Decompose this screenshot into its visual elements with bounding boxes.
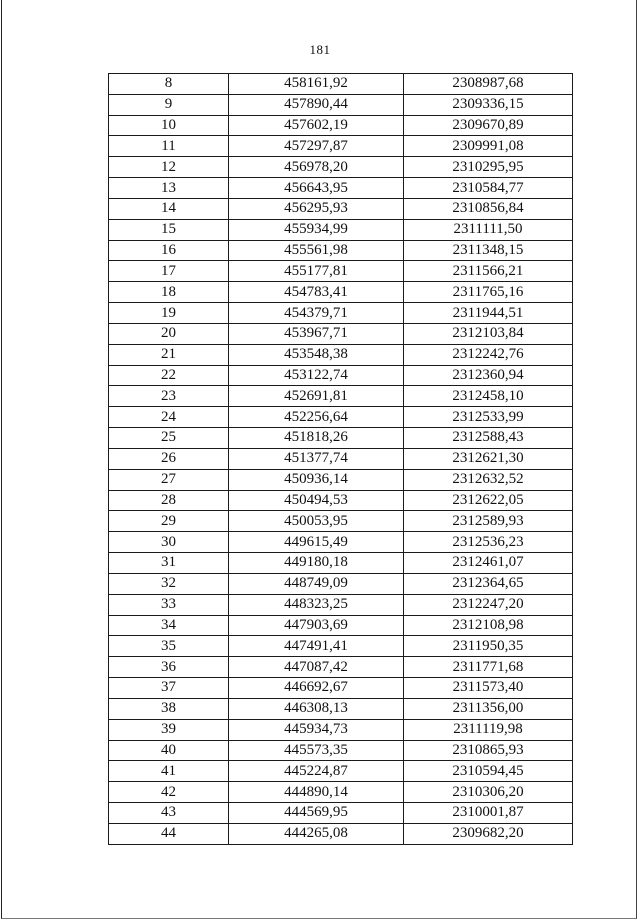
point-number-cell: 8 xyxy=(109,74,229,95)
y-coordinate-cell: 2312103,84 xyxy=(404,323,573,344)
point-number-cell: 25 xyxy=(109,428,229,449)
x-coordinate-cell: 445573,35 xyxy=(229,740,404,761)
x-coordinate-cell: 454379,71 xyxy=(229,303,404,324)
table-row xyxy=(109,323,573,344)
point-number-cell: 18 xyxy=(109,282,229,303)
x-coordinate-cell: 447903,69 xyxy=(229,615,404,636)
y-coordinate-cell: 2310584,77 xyxy=(404,178,573,199)
table-row xyxy=(109,490,573,511)
y-coordinate-cell: 2311944,51 xyxy=(404,303,573,324)
point-number-cell: 37 xyxy=(109,678,229,699)
table-row xyxy=(109,615,573,636)
x-coordinate-cell: 455934,99 xyxy=(229,219,404,240)
point-number-cell: 39 xyxy=(109,719,229,740)
y-coordinate-cell: 2312461,07 xyxy=(404,553,573,574)
table-row xyxy=(109,594,573,615)
x-coordinate-cell: 452256,64 xyxy=(229,407,404,428)
point-number-cell: 43 xyxy=(109,802,229,823)
table-row xyxy=(109,178,573,199)
table-row xyxy=(109,553,573,574)
x-coordinate-cell: 446692,67 xyxy=(229,678,404,699)
point-number-cell: 27 xyxy=(109,469,229,490)
y-coordinate-cell: 2312360,94 xyxy=(404,365,573,386)
x-coordinate-cell: 458161,92 xyxy=(229,74,404,95)
x-coordinate-cell: 451818,26 xyxy=(229,428,404,449)
table-row xyxy=(109,823,573,844)
point-number-cell: 17 xyxy=(109,261,229,282)
point-number-cell: 30 xyxy=(109,532,229,553)
table-row xyxy=(109,782,573,803)
table-row xyxy=(109,532,573,553)
x-coordinate-cell: 455561,98 xyxy=(229,240,404,261)
table-row xyxy=(109,636,573,657)
y-coordinate-cell: 2311119,98 xyxy=(404,719,573,740)
x-coordinate-cell: 448323,25 xyxy=(229,594,404,615)
point-number-cell: 32 xyxy=(109,573,229,594)
y-coordinate-cell: 2312588,43 xyxy=(404,428,573,449)
y-coordinate-cell: 2311771,68 xyxy=(404,657,573,678)
table-row xyxy=(109,428,573,449)
table-row xyxy=(109,657,573,678)
table-row xyxy=(109,240,573,261)
point-number-cell: 11 xyxy=(109,136,229,157)
y-coordinate-cell: 2312622,05 xyxy=(404,490,573,511)
point-number-cell: 16 xyxy=(109,240,229,261)
table-row xyxy=(109,157,573,178)
point-number-cell: 36 xyxy=(109,657,229,678)
point-number-cell: 24 xyxy=(109,407,229,428)
x-coordinate-cell: 451377,74 xyxy=(229,448,404,469)
y-coordinate-cell: 2310001,87 xyxy=(404,802,573,823)
x-coordinate-cell: 448749,09 xyxy=(229,573,404,594)
point-number-cell: 21 xyxy=(109,344,229,365)
point-number-cell: 26 xyxy=(109,448,229,469)
table-row xyxy=(109,115,573,136)
point-number-cell: 19 xyxy=(109,303,229,324)
y-coordinate-cell: 2312364,65 xyxy=(404,573,573,594)
x-coordinate-cell: 445224,87 xyxy=(229,761,404,782)
y-coordinate-cell: 2308987,68 xyxy=(404,74,573,95)
x-coordinate-cell: 454783,41 xyxy=(229,282,404,303)
point-number-cell: 13 xyxy=(109,178,229,199)
table-row xyxy=(109,365,573,386)
point-number-cell: 31 xyxy=(109,553,229,574)
page-number: 181 xyxy=(309,42,331,57)
point-number-cell: 15 xyxy=(109,219,229,240)
point-number-cell: 14 xyxy=(109,198,229,219)
point-number-cell: 44 xyxy=(109,823,229,844)
point-number-cell: 28 xyxy=(109,490,229,511)
table-row xyxy=(109,511,573,532)
x-coordinate-cell: 446308,13 xyxy=(229,698,404,719)
y-coordinate-cell: 2312247,20 xyxy=(404,594,573,615)
table-row xyxy=(109,261,573,282)
y-coordinate-cell: 2312533,99 xyxy=(404,407,573,428)
y-coordinate-cell: 2312536,23 xyxy=(404,532,573,553)
y-coordinate-cell: 2311348,15 xyxy=(404,240,573,261)
y-coordinate-cell: 2310856,84 xyxy=(404,198,573,219)
table-row xyxy=(109,573,573,594)
point-number-cell: 29 xyxy=(109,511,229,532)
y-coordinate-cell: 2309682,20 xyxy=(404,823,573,844)
point-number-cell: 10 xyxy=(109,115,229,136)
table-row xyxy=(109,219,573,240)
y-coordinate-cell: 2310306,20 xyxy=(404,782,573,803)
table-row xyxy=(109,698,573,719)
point-number-cell: 42 xyxy=(109,782,229,803)
table-row xyxy=(109,74,573,95)
point-number-cell: 23 xyxy=(109,386,229,407)
y-coordinate-cell: 2311111,50 xyxy=(404,219,573,240)
x-coordinate-cell: 450494,53 xyxy=(229,490,404,511)
table-row xyxy=(109,719,573,740)
y-coordinate-cell: 2310865,93 xyxy=(404,740,573,761)
table-row xyxy=(109,407,573,428)
y-coordinate-cell: 2309670,89 xyxy=(404,115,573,136)
x-coordinate-cell: 447087,42 xyxy=(229,657,404,678)
table-row xyxy=(109,448,573,469)
x-coordinate-cell: 444265,08 xyxy=(229,823,404,844)
coordinates-table xyxy=(108,73,573,845)
table-row xyxy=(109,344,573,365)
x-coordinate-cell: 445934,73 xyxy=(229,719,404,740)
point-number-cell: 33 xyxy=(109,594,229,615)
x-coordinate-cell: 450936,14 xyxy=(229,469,404,490)
point-number-cell: 20 xyxy=(109,323,229,344)
table-row xyxy=(109,94,573,115)
x-coordinate-cell: 453548,38 xyxy=(229,344,404,365)
y-coordinate-cell: 2311566,21 xyxy=(404,261,573,282)
table-row xyxy=(109,678,573,699)
table-row xyxy=(109,282,573,303)
y-coordinate-cell: 2311950,35 xyxy=(404,636,573,657)
x-coordinate-cell: 449180,18 xyxy=(229,553,404,574)
point-number-cell: 38 xyxy=(109,698,229,719)
y-coordinate-cell: 2310295,95 xyxy=(404,157,573,178)
point-number-cell: 34 xyxy=(109,615,229,636)
table-row xyxy=(109,761,573,782)
y-coordinate-cell: 2311765,16 xyxy=(404,282,573,303)
y-coordinate-cell: 2312621,30 xyxy=(404,448,573,469)
x-coordinate-cell: 457297,87 xyxy=(229,136,404,157)
y-coordinate-cell: 2312242,76 xyxy=(404,344,573,365)
x-coordinate-cell: 453122,74 xyxy=(229,365,404,386)
x-coordinate-cell: 455177,81 xyxy=(229,261,404,282)
y-coordinate-cell: 2312458,10 xyxy=(404,386,573,407)
y-coordinate-cell: 2310594,45 xyxy=(404,761,573,782)
table-row xyxy=(109,469,573,490)
x-coordinate-cell: 456978,20 xyxy=(229,157,404,178)
point-number-cell: 22 xyxy=(109,365,229,386)
x-coordinate-cell: 449615,49 xyxy=(229,532,404,553)
point-number-cell: 35 xyxy=(109,636,229,657)
x-coordinate-cell: 444890,14 xyxy=(229,782,404,803)
point-number-cell: 12 xyxy=(109,157,229,178)
x-coordinate-cell: 450053,95 xyxy=(229,511,404,532)
x-coordinate-cell: 444569,95 xyxy=(229,802,404,823)
table-row xyxy=(109,136,573,157)
table-row xyxy=(109,802,573,823)
x-coordinate-cell: 456643,95 xyxy=(229,178,404,199)
table-row xyxy=(109,303,573,324)
point-number-cell: 40 xyxy=(109,740,229,761)
y-coordinate-cell: 2312108,98 xyxy=(404,615,573,636)
table-row xyxy=(109,740,573,761)
point-number-cell: 41 xyxy=(109,761,229,782)
x-coordinate-cell: 457890,44 xyxy=(229,94,404,115)
table-row xyxy=(109,198,573,219)
x-coordinate-cell: 452691,81 xyxy=(229,386,404,407)
x-coordinate-cell: 457602,19 xyxy=(229,115,404,136)
x-coordinate-cell: 453967,71 xyxy=(229,323,404,344)
x-coordinate-cell: 456295,93 xyxy=(229,198,404,219)
y-coordinate-cell: 2312589,93 xyxy=(404,511,573,532)
y-coordinate-cell: 2309336,15 xyxy=(404,94,573,115)
coordinates-table-body xyxy=(109,74,573,845)
y-coordinate-cell: 2311573,40 xyxy=(404,678,573,699)
table-row xyxy=(109,386,573,407)
y-coordinate-cell: 2311356,00 xyxy=(404,698,573,719)
point-number-cell: 9 xyxy=(109,94,229,115)
y-coordinate-cell: 2309991,08 xyxy=(404,136,573,157)
y-coordinate-cell: 2312632,52 xyxy=(404,469,573,490)
x-coordinate-cell: 447491,41 xyxy=(229,636,404,657)
